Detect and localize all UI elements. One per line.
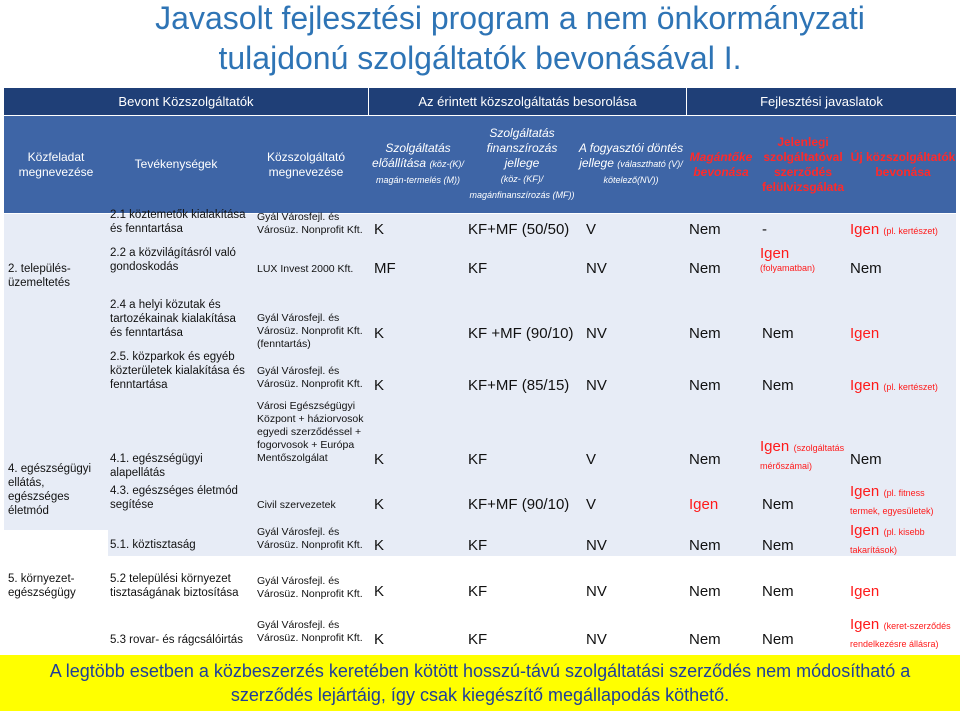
- col-header-new-providers-label: Új közszolgáltatók bevonása: [850, 149, 956, 179]
- title-line-2: tulajdonú szolgáltatók bevonásával I.: [218, 40, 742, 76]
- new-2-1: [850, 221, 938, 240]
- financing-4-1: KF: [468, 451, 488, 468]
- review-2-2-note: (folyamatban): [760, 263, 816, 273]
- capital-2-2: Nem: [689, 260, 721, 277]
- development-table: [4, 88, 956, 654]
- header-group-classification: Az érintett közszolgáltatás besorolása: [369, 88, 686, 115]
- provider-2-5: Gyál Városfejl. és Városüz. Nonprofit Kft.: [257, 365, 363, 390]
- new-2-5-note: (pl. kertészet): [883, 382, 938, 392]
- review-4-1-note: (szolgáltatás mérőszámai): [760, 443, 845, 471]
- new-5-1: [850, 522, 956, 558]
- col-header-decision: [576, 116, 686, 213]
- provider-5-1: Gyál Városfejl. és Városüz. Nonprofit Kft.: [257, 526, 363, 551]
- production-2-2: MF: [374, 260, 396, 277]
- col-header-private-capital-label: Magántőke bevonása: [689, 149, 753, 179]
- financing-5-1: KF: [468, 537, 488, 554]
- production-2-4: K: [374, 325, 385, 342]
- col-header-decision-sub: (választható (V)/ kötelező(NV)): [603, 159, 683, 185]
- col-header-contract-review-label: Jelenlegi szolgáltatóval szerződés felülvizsgálata: [761, 134, 845, 194]
- col-header-private-capital: [686, 116, 756, 213]
- activity-5-2: 5.2 települési környezet tisztaságának biztosítása: [110, 573, 239, 599]
- capital-2-1: Nem: [689, 221, 721, 238]
- col-header-activities: [108, 116, 244, 213]
- review-2-2-value: Igen: [760, 245, 790, 262]
- capital-4-3: Igen: [689, 496, 719, 513]
- footer-line-1: A legtöbb esetben a közbeszerzés keretében kötött hosszú-távú szolgáltatási szerződés nem módosítható a: [49, 661, 911, 681]
- provider-5-3: Gyál Városfejl. és Városüz. Nonprofit Kft.: [257, 619, 363, 644]
- col-header-production-label: Szolgáltatás előállítása: [372, 141, 451, 170]
- new-5-2: Igen: [850, 583, 880, 600]
- col-header-new-providers: [850, 116, 956, 213]
- new-5-3: [850, 616, 956, 652]
- provider-4-3: Civil szervezetek: [257, 499, 336, 511]
- activity-5-3: 5.3 rovar- és rágcsálóirtás: [110, 634, 243, 646]
- production-5-2: K: [374, 583, 385, 600]
- production-2-5: K: [374, 377, 385, 394]
- new-4-1: Nem: [850, 451, 882, 468]
- new-5-1-value: Igen: [850, 522, 880, 539]
- provider-5-2: Gyál Városfejl. és Városüz. Nonprofit Kft.: [257, 575, 363, 600]
- new-2-1-value: Igen: [850, 221, 880, 238]
- col-header-task-label: Közfeladat megnevezése: [18, 149, 94, 179]
- financing-2-2: KF: [468, 260, 488, 277]
- new-5-1-note: (pl. kisebb takarítások): [850, 527, 925, 555]
- header-group-proposals: Fejlesztési javaslatok: [687, 88, 956, 115]
- capital-5-1: Nem: [689, 537, 721, 554]
- new-2-1-note: (pl. kertészet): [883, 226, 938, 236]
- activity-2-4: 2.4 a helyi közutak és tartozékainak kialakítása és fenntartása: [110, 299, 236, 339]
- decision-5-1: NV: [586, 537, 607, 554]
- col-header-task: [4, 116, 108, 213]
- col-header-decision-label: A fogyasztói döntés jellege: [578, 141, 684, 170]
- review-5-2: Nem: [762, 583, 794, 600]
- group-label-environment: 5. környezet-egészségügy: [8, 573, 76, 599]
- new-4-3-note: (pl. fitness termek, egyesületek): [850, 488, 934, 516]
- col-header-provider-label: Közszolgáltató megnevezése: [266, 149, 346, 179]
- decision-2-5: NV: [586, 377, 607, 394]
- col-header-production-sub: (köz-(K)/ magán-termelés (M)): [375, 159, 464, 185]
- capital-4-1: Nem: [689, 451, 721, 468]
- col-header-activities-label: Tevékenységek: [134, 157, 218, 171]
- decision-4-3: V: [586, 496, 597, 513]
- group-label-health: 4. egészségügyi ellátás, egészséges életmód: [8, 463, 92, 517]
- footer-line-2: szerződés lejártáig, így csak kiegészítő megállapodás köthető.: [230, 685, 730, 705]
- decision-4-1: V: [586, 451, 597, 468]
- new-5-3-value: Igen: [850, 616, 880, 633]
- decision-2-2: NV: [586, 260, 607, 277]
- production-5-3: K: [374, 631, 385, 648]
- financing-5-3: KF: [468, 631, 488, 648]
- col-header-production: [368, 116, 468, 213]
- capital-5-2: Nem: [689, 583, 721, 600]
- activity-2-5: 2.5. közparkok és egyéb közterületek kialakítása és fenntartása: [110, 351, 245, 391]
- new-4-3: [850, 483, 956, 519]
- capital-2-4: Nem: [689, 325, 721, 342]
- review-4-3: Nem: [762, 496, 794, 513]
- new-5-3-note: (keret-szerződés rendelkezésre állásra): [850, 621, 951, 649]
- production-4-3: K: [374, 496, 385, 513]
- col-header-financing: [468, 116, 576, 213]
- provider-2-4: Gyál Városfejl. és Városüz. Nonprofit Kft. (fenntartás): [257, 312, 363, 350]
- activity-2-2: 2.2 a közvilágításról való gondoskodás: [110, 247, 236, 273]
- review-2-5: Nem: [762, 377, 794, 394]
- decision-2-4: NV: [586, 325, 607, 342]
- decision-5-3: NV: [586, 631, 607, 648]
- financing-5-2: KF: [468, 583, 488, 600]
- review-4-1: [760, 438, 850, 474]
- col-header-financing-sub: (köz- (KF)/ magánfinanszírozás (MF)): [469, 174, 575, 200]
- production-2-1: K: [374, 221, 385, 238]
- capital-2-5: Nem: [689, 377, 721, 394]
- header-group-providers: Bevont Közszolgáltatók: [4, 88, 368, 115]
- col-header-provider: [244, 116, 368, 213]
- decision-5-2: NV: [586, 583, 607, 600]
- financing-2-4: KF +MF (90/10): [468, 325, 574, 342]
- new-2-4: Igen: [850, 325, 880, 342]
- activity-4-3: 4.3. egészséges életmód segítése: [110, 485, 238, 511]
- review-2-4: Nem: [762, 325, 794, 342]
- new-4-3-value: Igen: [850, 483, 880, 500]
- page-title: [0, 0, 960, 88]
- financing-4-3: KF+MF (90/10): [468, 496, 570, 513]
- new-2-5: [850, 377, 938, 396]
- new-2-5-value: Igen: [850, 377, 880, 394]
- financing-2-5: KF+MF (85/15): [468, 377, 570, 394]
- group-label-settlement: 2. település-üzemeltetés: [8, 263, 71, 289]
- financing-2-1: KF+MF (50/50): [468, 221, 570, 238]
- production-5-1: K: [374, 537, 385, 554]
- review-2-2: [760, 245, 850, 273]
- production-4-1: K: [374, 451, 385, 468]
- provider-2-2: LUX Invest 2000 Kft.: [257, 263, 354, 275]
- col-header-contract-review: [756, 116, 850, 213]
- review-5-1: Nem: [762, 537, 794, 554]
- new-2-2: Nem: [850, 260, 882, 277]
- footer-note: [0, 655, 960, 711]
- activity-2-1: 2.1 köztemetők kialakítása és fenntartása: [110, 209, 246, 235]
- title-line-1: Javasolt fejlesztési program a nem önkormányzati: [155, 0, 865, 36]
- review-4-1-value: Igen: [760, 438, 790, 455]
- activity-4-1: 4.1. egészségügyi alapellátás: [110, 453, 203, 479]
- col-header-financing-label: Szolgáltatás finanszírozás jellege: [486, 126, 558, 170]
- activity-5-1: 5.1. köztisztaság: [110, 539, 196, 551]
- provider-4-1: Városi Egészségügyi Központ + háziorvosok egyedi szerződéssel + fogorvosok + Európa Mentőszolgálat: [257, 400, 364, 464]
- provider-2-1: Gyál Városfejl. és Városüz. Nonprofit Kft.: [257, 211, 363, 236]
- review-2-1: -: [762, 221, 767, 238]
- review-5-3: Nem: [762, 631, 794, 648]
- decision-2-1: V: [586, 221, 597, 238]
- capital-5-3: Nem: [689, 631, 721, 648]
